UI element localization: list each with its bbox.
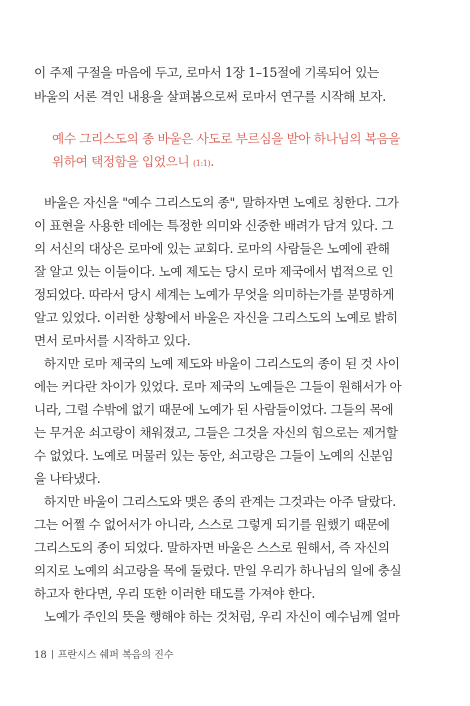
body-line: 의지로 노예의 쇠고랑을 목에 둘렀다. 만일 우리가 하나님의 일에 충실 bbox=[34, 563, 402, 578]
body-line: 하고자 한다면, 우리 또한 이러한 태도를 가져야 한다. bbox=[34, 586, 316, 601]
intro-line-1: 이 주제 구절을 마음에 두고, 로마서 1장 1–15절에 기록되어 있는 bbox=[34, 65, 379, 80]
body-line: 하지만 로마 제국의 노예 제도와 바울이 그리스도의 종이 된 것 사이 bbox=[44, 356, 400, 371]
body-line: 노예가 주인의 뜻을 행해야 하는 것처럼, 우리 자신이 예수님께 얼마 bbox=[44, 609, 400, 624]
body-line: 는 무거운 쇠고랑이 채워졌고, 그들은 그것을 자신의 힘으로는 제거할 bbox=[34, 425, 398, 440]
body-line: 그는 어쩔 수 없어서가 아니라, 스스로 그렇게 되기를 원했기 때문에 bbox=[34, 517, 390, 532]
body-line: 하지만 바울이 그리스도와 맺은 종의 관계는 그것과는 아주 달랐다. bbox=[44, 494, 396, 509]
footer-author: 프란시스 쉐퍼 bbox=[57, 650, 119, 661]
quote-line-2 bbox=[52, 152, 438, 174]
body-line: 수 없었다. 노예로 머물러 있는 동안, 쇠고랑은 그들이 노예의 신분임 bbox=[34, 448, 394, 463]
intro-line-2: 바울의 서론 격인 내용을 살펴봄으로써 로마서 연구를 시작해 보자. bbox=[34, 89, 386, 104]
quote-line-1: 예수 그리스도의 종 바울은 사도로 부르심을 받아 하나님의 복음을 bbox=[52, 131, 401, 146]
body-line: 니라, 그럴 수밖에 없기 때문에 노예가 된 사람들이었다. 그들의 목에 bbox=[34, 402, 394, 417]
page-footer bbox=[34, 646, 174, 661]
quote-period: . bbox=[210, 154, 214, 169]
body-line: 바울은 자신을 "예수 그리스도의 종", 말하자면 노예로 칭한다. 그가 bbox=[44, 195, 399, 210]
footer-divider bbox=[52, 650, 53, 659]
page-number: 18 bbox=[34, 650, 47, 661]
body-line: 면서 로마서를 시작하고 있다. bbox=[34, 333, 191, 348]
body-line: 의 서신의 대상은 로마에 있는 교회다. 로마의 사람들은 노예에 관해 bbox=[34, 241, 390, 256]
body-line: 그리스도의 종이 되었다. 말하자면 바울은 스스로 원해서, 즉 자신의 bbox=[34, 540, 390, 555]
body-line: 을 나타냈다. bbox=[34, 471, 101, 486]
body-line: 정되었다. 따라서 당시 세계는 노예가 무엇을 의미하는가를 분명하게 bbox=[34, 287, 395, 302]
body-line: 알고 있었다. 이러한 상황에서 바울은 자신을 그리스도의 노예로 밝히 bbox=[34, 310, 398, 325]
body-line: 이 표현을 사용한 데에는 특정한 의미와 신중한 배려가 담겨 있다. 그 bbox=[34, 218, 394, 233]
footer-book-title: 복음의 진수 bbox=[122, 650, 174, 661]
verse-reference: (1:1) bbox=[192, 159, 211, 168]
body-line: 에는 커다란 차이가 있었다. 로마 제국의 노예들은 그들이 원해서가 아 bbox=[34, 379, 402, 394]
quote-line-2-text: 위하여 택정함을 입었으니 bbox=[52, 154, 190, 169]
body-line: 잘 알고 있는 이들이다. 노예 제도는 당시 로마 제국에서 법적으로 인 bbox=[34, 264, 394, 279]
